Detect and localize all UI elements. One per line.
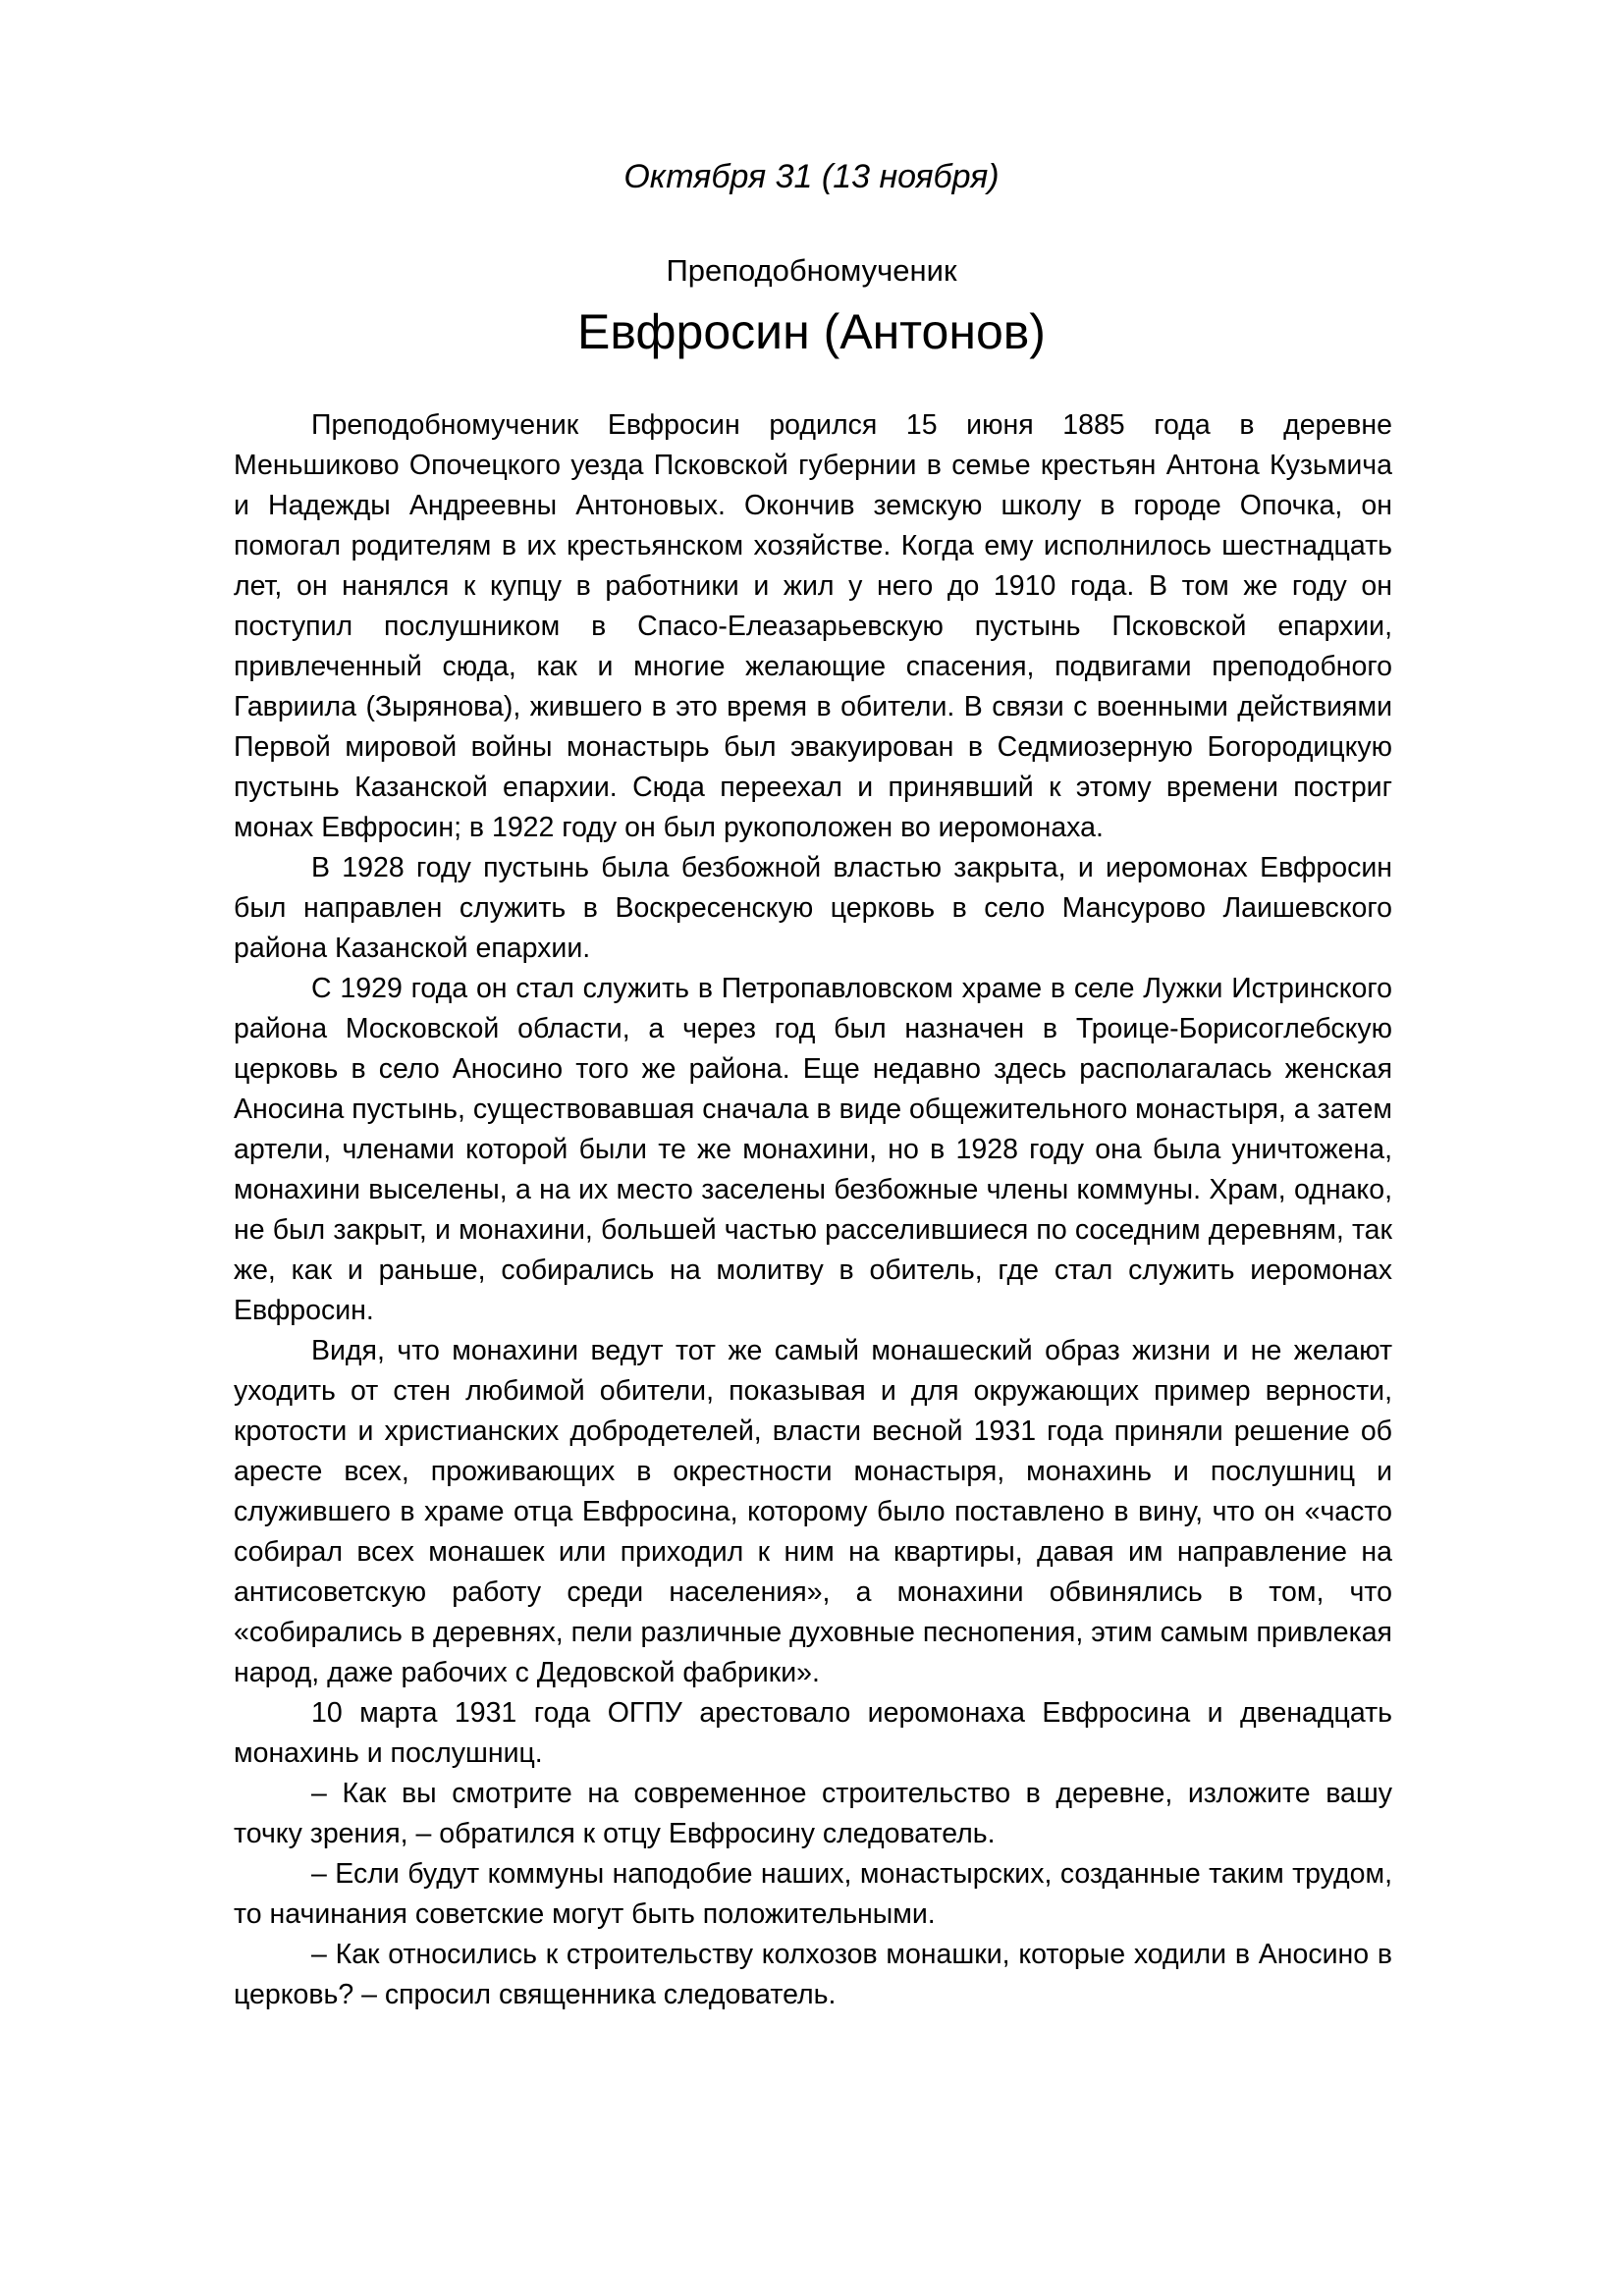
dialogue-line: – Если будут коммуны наподобие наших, монастырских, созданные таким трудом, то начинания советские могут быть положительными. bbox=[234, 1858, 1392, 1930]
feast-date: Октября 31 (13 ноября) bbox=[623, 158, 1000, 195]
paragraph: Видя, что монахини ведут тот же самый монашеский образ жизни и не желают уходить от стен любимой обители, показывая и для окружающих пример верности, кротости и христианских добродетелей, власти весной 1931 года приняли решение об аресте всех, проживающих в окрестности монастыря, монахинь и послушниц и служившего в храме отца Евфросина, которому было поставлено в вину, что он «часто собирал всех монашек или приходил к ним на квартиры, давая им направление на антисоветскую работу среди населения», а монахини обвинялись в том, что «собирались в деревнях, пели различные духовные песнопения, этим самым привлекая народ, даже рабочих с Дедовской фабрики». bbox=[234, 1335, 1392, 1688]
dialogue-line: – Как относились к строительству колхозов монашки, которые ходили в Аносино в церковь? – спросил священника следователь. bbox=[234, 1939, 1392, 2010]
paragraph: В 1928 году пустынь была безбожной властью закрыта, и иеромонах Евфросин был направлен служить в Воскресенскую церковь в село Мансурово Лаишевского района Казанской епархии. bbox=[234, 852, 1392, 964]
biography-text bbox=[234, 405, 1392, 2015]
paragraph: С 1929 года он стал служить в Петропавловском храме в селе Лужки Истринского района Московской области, а через год был назначен в Троице-Борисоглебскую церковь в село Аносино того же района. Еще недавно здесь располагалась женская Аносина пустынь, существовавшая сначала в виде общежительного монастыря, а затем артели, членами которой были те же монахини, но в 1928 году она была уничтожена, монахини выселены, а на их место заселены безбожные члены коммуны. Храм, однако, не был закрыт, и монахини, большей частью расселившиеся по соседним деревням, так же, как и раньше, собирались на молитву в обитель, где стал служить иеромонах Евфросин. bbox=[234, 973, 1392, 1326]
paragraph: Преподобномученик Евфросин родился 15 июня 1885 года в деревне Меньшиково Опочецкого уезда Псковской губернии в семье крестьян Антона Кузьмича и Надежды Андреевны Антоновых. Окончив земскую школу в городе Опочка, он помогал родителям в их крестьянском хозяйстве. Когда ему исполнилось шестнадцать лет, он нанялся к купцу в работники и жил у него до 1910 года. В том же году он поступил послушником в Спасо-Елеазарьевскую пустынь Псковской епархии, привлеченный сюда, как и многие желающие спасения, подвигами преподобного Гавриила (Зырянова), жившего в это время в обители. В связи с военными действиями Первой мировой войны монастырь был эвакуирован в Седмиозерную Богородицкую пустынь Казанской епархии. Сюда переехал и принявший к этому времени постриг монах Евфросин; в 1922 году он был рукоположен во иеромонаха. bbox=[234, 409, 1392, 843]
saint-rank-title: Преподобномученик bbox=[666, 253, 957, 288]
dialogue-line: – Как вы смотрите на современное строительство в деревне, изложите вашу точку зрения, – обратился к отцу Евфросину следователь. bbox=[234, 1778, 1392, 1849]
saint-name-title: Евфросин (Антонов) bbox=[577, 304, 1046, 359]
paragraph: 10 марта 1931 года ОГПУ арестовало иеромонаха Евфросина и двенадцать монахинь и послушниц. bbox=[234, 1697, 1392, 1769]
